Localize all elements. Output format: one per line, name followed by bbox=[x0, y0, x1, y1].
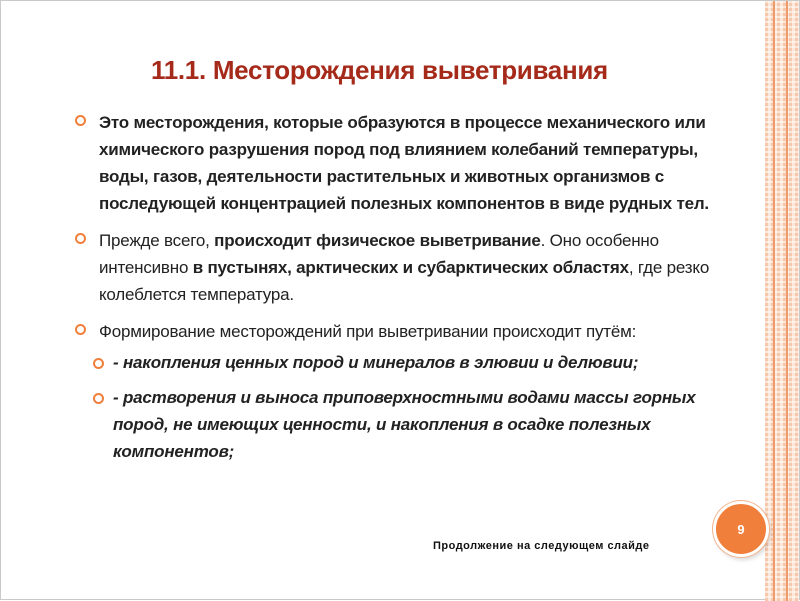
bullet-paragraph-3 bbox=[73, 318, 713, 345]
sub-item-text: - растворения и выноса приповерхностными водами массы горных пород, не имеющих ценности, и накопления в осадке полезных компонентов; bbox=[113, 388, 696, 461]
paragraph-1-text: Это месторождения, которые образуются в процессе механического или химического разрушения пород под влиянием колебаний температуры, воды, газов, деятельности растительных и животных организмов с последующей концентрацией полезных компонентов в виде рудных тел. bbox=[99, 113, 709, 213]
bullet-paragraph-1 bbox=[73, 109, 713, 217]
paragraph-3-text: Формирование месторождений при выветривании происходит путём: bbox=[99, 322, 637, 341]
paragraph-text bbox=[99, 109, 713, 217]
sub-bullet-2 bbox=[73, 384, 713, 465]
paragraph-2-bold-segment: в пустынях, арктических и субарктических областях bbox=[192, 258, 629, 277]
continuation-note: Продолжение на следующем слайде bbox=[433, 540, 650, 552]
slide-title: 11.1. Месторождения выветривания bbox=[151, 55, 608, 85]
bullet-circle-icon bbox=[93, 358, 104, 369]
paragraph-2-segment: . Оно особенно интенсивно bbox=[99, 231, 659, 277]
bullet-circle-icon bbox=[93, 393, 104, 404]
sub-item-text: - накопления ценных пород и минералов в элювии и делювии; bbox=[113, 353, 639, 372]
sub-bullet-1 bbox=[73, 349, 713, 376]
page-number-badge: 9 bbox=[713, 501, 769, 557]
bullet-paragraph-2 bbox=[73, 227, 713, 308]
paragraph-2-segment: , где резко колеблется температура. bbox=[99, 258, 710, 304]
paragraph-2-segment: Прежде всего, bbox=[99, 231, 215, 250]
paragraph-2-bold-segment: происходит физическое выветривание bbox=[214, 231, 541, 250]
bullet-circle-icon bbox=[75, 324, 86, 335]
decorative-stripes bbox=[765, 1, 799, 601]
slide-content bbox=[73, 109, 713, 473]
bullet-circle-icon bbox=[75, 233, 86, 244]
paragraph-text bbox=[99, 227, 713, 308]
bullet-circle-icon bbox=[75, 115, 86, 126]
